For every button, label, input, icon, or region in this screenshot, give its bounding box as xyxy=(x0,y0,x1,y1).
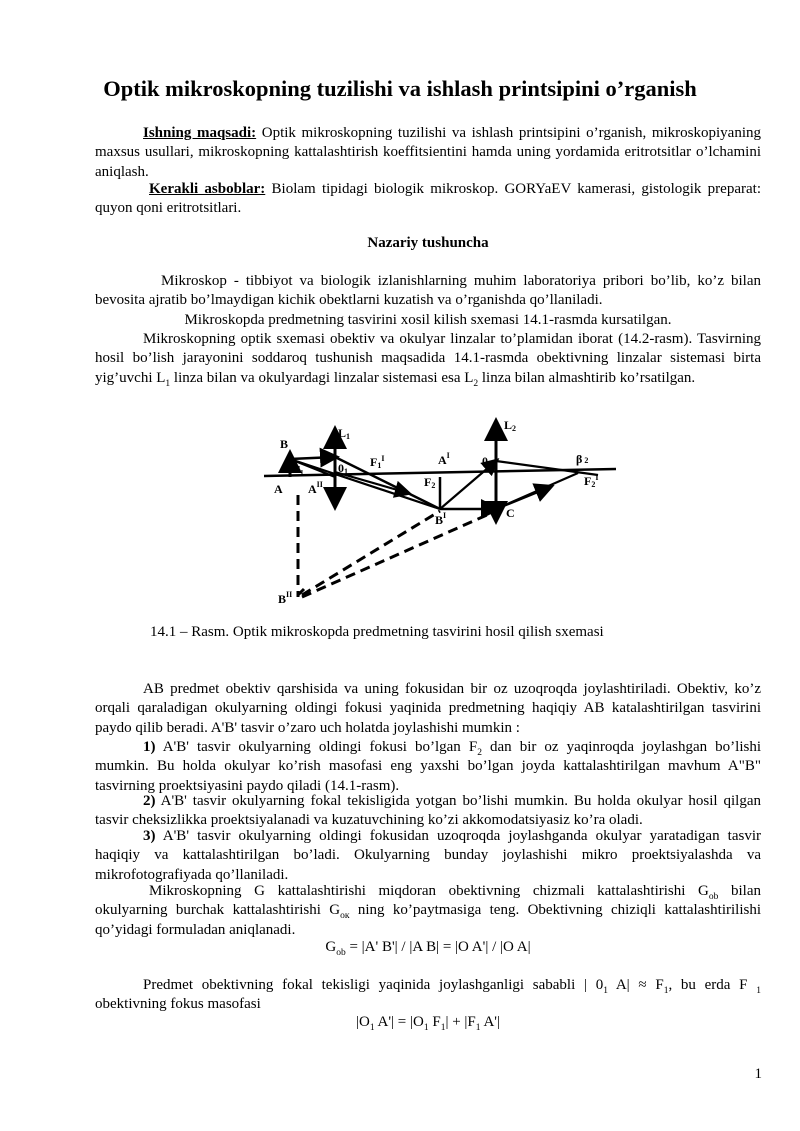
formula-2-b: A'| = |O xyxy=(374,1014,424,1030)
formula-2-s3: 1 xyxy=(440,1023,446,1033)
formula-2-s1: 1 xyxy=(369,1023,375,1033)
p3-sub-2: 2 xyxy=(473,378,479,389)
p6-text-a: Predmet obektivning fokal tekisligi yaqinida joylashganligi sababli | 0 xyxy=(143,977,604,993)
p3-text-c: linza bilan almashtirib ko’rsatilgan. xyxy=(478,369,696,386)
label-A: A xyxy=(274,482,283,496)
label-O2: 02 xyxy=(482,454,492,469)
label-B-II: $B^{II}$ xyxy=(278,590,293,606)
p3-text-a: Mikroskopning optik sxemasi obektiv va okulyar linzalar to’plamidan iborat (14.2-rasm). Tasvirning hosil bo’lish jarayonini soddaroq tushunish maqsadida 14.1-rasmda obektivning linzalar sistemasi birta yig’uvchi L xyxy=(95,331,761,386)
label-beta: β 2 xyxy=(576,452,589,466)
p6-sub-2: 1 xyxy=(663,986,669,996)
label-F2-prime: $F2^I$ xyxy=(584,473,599,489)
section-heading: Nazariy tushuncha xyxy=(367,235,489,251)
formula-2-e: A'| xyxy=(480,1014,500,1030)
formula-2-c: F xyxy=(428,1014,441,1030)
paragraph-microscope-definition: Mikroskop - tibbiyot va biologik izlanishlarning muhim laboratoriya pribori bo’lib, ko’z bilan bevosita ajratib bo’lmaydigan kichik obektlarni kuzatish va o’rganishda qo’llaniladi. xyxy=(95,273,761,309)
case-2-text: A'B' tasvir okulyarning fokal tekisligida yotgan bo’lishi mumkin. Bu holda okulyar hosil qilgan tasvir cheksizlikka proektsiyalanadi va kuzatuvchining ko’zi akkomodatsiyasiz ko’ra oladi. xyxy=(95,793,761,829)
figure-caption: 14.1 – Rasm. Optik mikroskopda predmetning tasvirini hosil qilish sxemasi xyxy=(150,624,604,640)
equipment-label: Kerakli asboblar: xyxy=(149,181,266,197)
paragraph-magnification xyxy=(95,882,761,940)
paragraph-scheme-reference: Mikroskopda predmetning tasvirini xosil kilish sxemasi 14.1-rasmda kursatilgan. xyxy=(184,312,672,328)
label-C: C xyxy=(506,506,515,520)
label-B: B xyxy=(280,437,289,451)
case-1-text-b: dan bir oz yaqinroqda joylashgan bo’lishi mumkin. Bu holda okulyar ko’rish masofasi eng yaxshi bo’lgan joyda kattalashtirilgan mavhum A"B" tasvirning proektsiyasini paydo qiladi (14.1-rasm). xyxy=(95,739,761,794)
case-3-text: A'B' tasvir okulyarning oldingi fokusidan uzoqroqda joylashganda okulyar yaratadigan tasvir haqiqiy va kattalashtirilgan bo’ladi. Okulyarning bunday joylashishi mikro proektsiyalashda va mikrofotografiyada qo’llaniladi. xyxy=(95,828,761,883)
formula-1-rest: = |A' B'| / |A B| = |O A'| / |O A| xyxy=(345,939,531,955)
p6-sub-3: 1 xyxy=(756,986,761,996)
paragraph-case-1 xyxy=(95,738,761,796)
dashed-ray-2 xyxy=(302,511,496,597)
equipment-paragraph xyxy=(95,180,761,219)
label-A-I: $A^I$ xyxy=(438,451,450,467)
case-1-number: 1) xyxy=(143,739,156,755)
ray-10 xyxy=(496,473,578,509)
formula-distance xyxy=(95,1014,761,1031)
p6-text-d: obektivning fokus masofasi xyxy=(95,996,261,1013)
paragraph-object-placement: AB predmet obektiv qarshisida va uning fokusidan bir oz uzoqroqda joylashtiriladi. Obektiv, ko’z orqali qaraladigan okulyarning oldingi fokusi yaqinida predmetning haqiqiy AB katalashtirilgan tasvirini paydo qilib beradi. A'B' tasvir o’zaro uch holatda joylashishi mumkin : xyxy=(95,681,761,736)
p3-sub-1: 1 xyxy=(165,378,171,389)
paragraph-optical-scheme xyxy=(95,330,761,388)
p5-sub-2: ок xyxy=(340,911,350,922)
ray-9 xyxy=(496,461,598,475)
label-F2: F2 xyxy=(424,475,436,490)
aim-label: Ishning maqsadi: xyxy=(143,125,257,141)
formula-1-g: G xyxy=(325,939,337,955)
case-3-number: 3) xyxy=(143,828,156,844)
formula-2-s2: 1 xyxy=(423,1023,429,1033)
label-L1: L1 xyxy=(338,426,351,441)
aim-paragraph xyxy=(95,124,761,182)
p6-sub-1: 1 xyxy=(603,986,608,996)
dashed-ray-1 xyxy=(302,511,440,595)
label-F1-prime: $F1^I$ xyxy=(370,454,385,470)
p5-text-b: bilan okulyarning burchak kattalashtirishi G xyxy=(95,883,761,919)
page-title: Optik mikroskopning tuzilishi va ishlash printsipini o’rganish xyxy=(103,76,697,101)
aim-text: Optik mikroskopning tuzilishi va ishlash printsipini o’rganish, mikroskopiyaning maxsus usullari, mikroskopning kattalashtirish koeffitsientini hamda uning yordamida eritrotsitlar o’lchamini aniqlash. xyxy=(95,125,761,180)
case-1-text-a: A'B' tasvir okulyarning oldingi fokusi bo’lgan F xyxy=(155,739,478,755)
p5-sub-1: ob xyxy=(708,892,719,902)
paragraph-case-2 xyxy=(95,792,761,831)
paragraph-focal-plane xyxy=(95,976,761,1015)
case-1-sub: 2 xyxy=(477,748,482,758)
formula-2-d: | + |F xyxy=(445,1014,476,1030)
formula-1-sub: ob xyxy=(336,948,346,958)
label-F1: $F_1$ xyxy=(294,465,304,477)
ray-diagram-figure xyxy=(258,417,623,607)
equipment-text: Biolam tipidagi biologik mikroskop. GORYaEV kamerasi, gistologik preparat: quyon qoni eritrotsitlari. xyxy=(95,181,761,217)
formula-2-s4: 1 xyxy=(475,1023,481,1033)
label-A-II: $A^{II}$ xyxy=(308,480,323,496)
ray-1 xyxy=(290,457,335,459)
p5-text-c: ning ko’paytmasiga teng. Obektivning chiziqli kattalashtirilishi qo’yidagi formuladan aniqlanadi. xyxy=(95,902,761,938)
label-L2: L2 xyxy=(504,418,517,433)
formula-2-a: |O xyxy=(356,1014,370,1030)
p6-text-c: , bu erda F xyxy=(668,977,757,993)
p3-text-b: linza bilan va okulyardagi linzalar sistemasi esa L xyxy=(170,369,474,386)
page-number: 1 xyxy=(754,1066,762,1082)
label-B-I: $B^I$ xyxy=(435,511,447,527)
paragraph-case-3 xyxy=(95,827,761,885)
label-O1: 01 xyxy=(338,461,348,476)
ray-diagram-svg xyxy=(258,417,623,607)
case-2-number: 2) xyxy=(143,793,156,809)
p6-text-b: A| ≈ F xyxy=(607,977,664,993)
p5-text-a: Mikroskopning G kattalashtirishi miqdoran obektivning chizmali kattalashtirishi G xyxy=(149,883,709,899)
formula-objective-magnification xyxy=(95,939,761,956)
